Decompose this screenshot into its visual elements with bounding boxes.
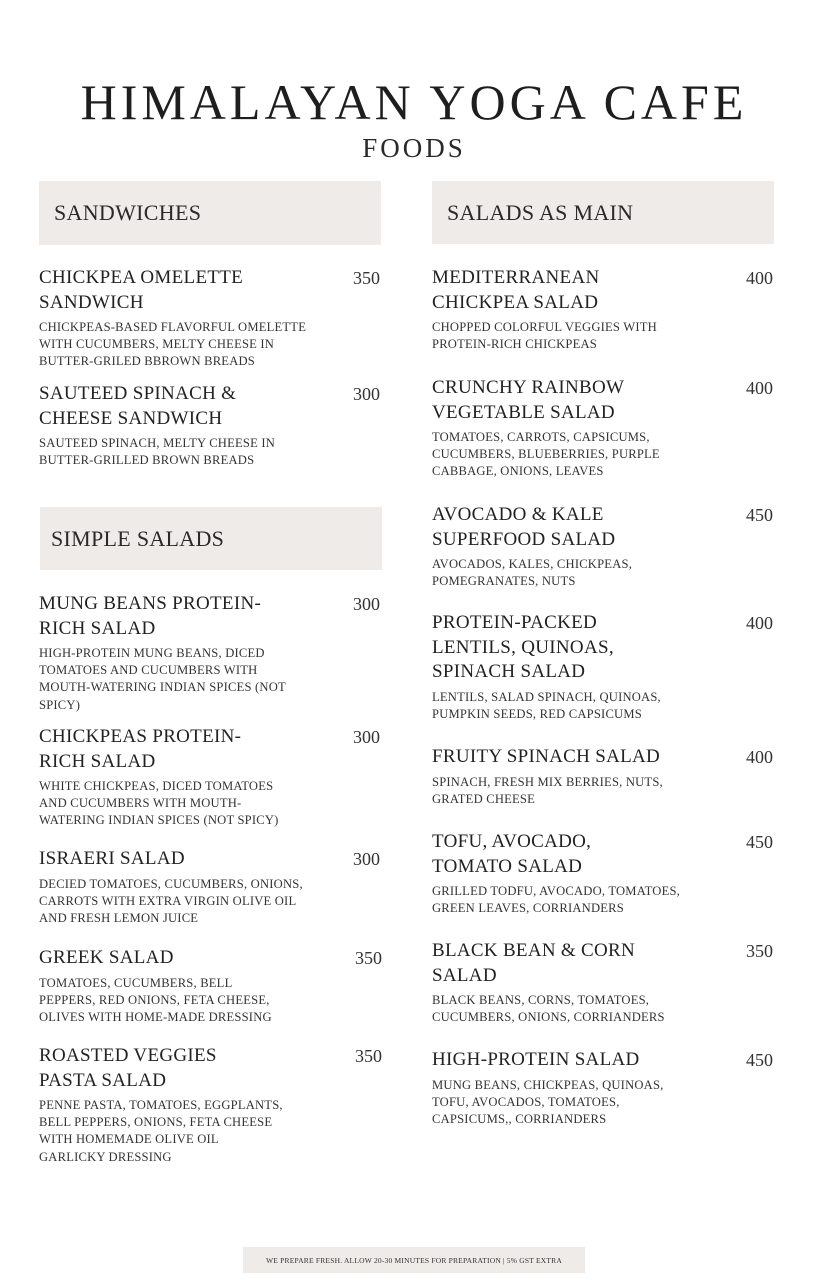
item-description: TOMATOES, CUCUMBERS, BELL PEPPERS, RED ONIONS, FETA CHEESE, OLIVES WITH HOME-MADE DRESSING: [39, 975, 272, 1024]
menu-item: [39, 592, 382, 714]
menu-item: [432, 503, 775, 590]
item-name: MUNG BEANS PROTEIN-RICH SALAD: [39, 593, 262, 639]
menu-item: [39, 725, 382, 830]
item-price: 400: [746, 747, 773, 767]
menu-item: [39, 382, 382, 469]
item-price: 300: [353, 727, 380, 747]
menu-item: [432, 1048, 775, 1128]
item-description: SAUTEED SPINACH, MELTY CHEESE IN BUTTER-GRILLED BROWN BREADS: [39, 436, 276, 468]
item-price: 450: [746, 1050, 773, 1070]
item-name: TOFU, AVOCADO, TOMATO SALAD: [432, 831, 592, 877]
item-description: CHICKPEAS-BASED FLAVORFUL OMELETTE WITH CUCUMBERS, MELTY CHEESE IN BUTTER-GRILED BBROWN BREADS: [39, 320, 307, 369]
item-name: ROASTED VEGGIES PASTA SALAD: [39, 1045, 217, 1091]
item-price: 450: [746, 832, 773, 852]
item-name: HIGH-PROTEIN SALAD: [432, 1049, 640, 1070]
item-price: 450: [746, 505, 773, 525]
menu-item: [432, 745, 775, 808]
item-description: TOMATOES, CARROTS, CAPSICUMS, CUCUMBERS, BLUEBERRIES, PURPLE CABBAGE, ONIONS, LEAVES: [432, 430, 660, 479]
menu-item: [39, 946, 382, 1026]
item-name: BLACK BEAN & CORN SALAD: [432, 940, 636, 986]
item-description: HIGH-PROTEIN MUNG BEANS, DICED TOMATOES AND CUCUMBERS WITH MOUTH-WATERING INDIAN SPICES (NOT SPICY): [39, 646, 286, 712]
item-price: 300: [353, 384, 380, 404]
menu-item: [39, 847, 382, 927]
item-description: AVOCADOS, KALES, CHICKPEAS, POMEGRANATES, NUTS: [432, 557, 633, 589]
menu-item: [432, 830, 775, 917]
item-description: WHITE CHICKPEAS, DICED TOMATOES AND CUCUMBERS WITH MOUTH-WATERING INDIAN SPICES (NOT SPICY): [39, 779, 279, 828]
item-description: BLACK BEANS, CORNS, TOMATOES, CUCUMBERS, ONIONS, CORRIANDERS: [432, 993, 665, 1025]
item-price: 300: [353, 849, 380, 869]
section-header-simple-salads: SIMPLE SALADS: [40, 507, 382, 570]
item-price: 350: [353, 268, 380, 288]
menu-item: [432, 939, 775, 1026]
cafe-title: HIMALAYAN YOGA CAFE: [80, 74, 748, 130]
item-description: PENNE PASTA, TOMATOES, EGGPLANTS, BELL PEPPERS, ONIONS, FETA CHEESE WITH HOMEMADE OLIVE OIL GARLICKY DRESSING: [39, 1098, 283, 1164]
item-name: MEDITERRANEAN CHICKPEA SALAD: [432, 267, 600, 313]
item-price: 350: [355, 948, 382, 968]
section-header-sandwiches: SANDWICHES: [39, 181, 381, 245]
section-header-salads-as-main: SALADS AS MAIN: [432, 181, 774, 244]
item-name: PROTEIN-PACKED LENTILS, QUINOAS, SPINACH SALAD: [432, 612, 614, 682]
item-name: FRUITY SPINACH SALAD: [432, 746, 661, 767]
item-name: CHICKPEA OMELETTE SANDWICH: [39, 267, 244, 313]
menu-item: [432, 266, 775, 353]
item-price: 400: [746, 378, 773, 398]
menu-item: [432, 376, 775, 481]
item-description: MUNG BEANS, CHICKPEAS, QUINOAS, TOFU, AVOCADOS, TOMATOES, CAPSICUMS,, CORRIANDERS: [432, 1077, 664, 1126]
item-description: GRILLED TODFU, AVOCADO, TOMATOES, GREEN LEAVES, CORRIANDERS: [432, 884, 681, 916]
item-name: GREEK SALAD: [39, 947, 174, 968]
item-name: AVOCADO & KALE SUPERFOOD SALAD: [432, 504, 616, 550]
item-description: CHOPPED COLORFUL VEGGIES WITH PROTEIN-RICH CHICKPEAS: [432, 320, 657, 352]
item-name: SAUTEED SPINACH & CHEESE SANDWICH: [39, 383, 237, 429]
item-price: 300: [353, 594, 380, 614]
menu-item: [432, 611, 775, 723]
item-price: 400: [746, 268, 773, 288]
item-name: CHICKPEAS PROTEIN-RICH SALAD: [39, 726, 242, 772]
menu-subtitle: FOODS: [362, 133, 466, 163]
item-name: CRUNCHY RAINBOW VEGETABLE SALAD: [432, 377, 624, 423]
item-description: DECIED TOMATOES, CUCUMBERS, ONIONS, CARROTS WITH EXTRA VIRGIN OLIVE OIL AND FRESH LEMON JUICE: [39, 876, 303, 925]
item-price: 400: [746, 613, 773, 633]
item-description: SPINACH, FRESH MIX BERRIES, NUTS, GRATED CHEESE: [432, 774, 663, 806]
menu-item: [39, 1044, 382, 1166]
footer-note: WE PREPARE FRESH. ALLOW 20-30 MINUTES FOR PREPARATION | 5% GST EXTRA: [243, 1247, 585, 1273]
item-name: ISRAERI SALAD: [39, 848, 185, 869]
item-price: 350: [746, 941, 773, 961]
item-description: LENTILS, SALAD SPINACH, QUINOAS, PUMPKIN SEEDS, RED CAPSICUMS: [432, 689, 661, 721]
item-price: 350: [355, 1046, 382, 1066]
menu-item: [39, 266, 382, 371]
